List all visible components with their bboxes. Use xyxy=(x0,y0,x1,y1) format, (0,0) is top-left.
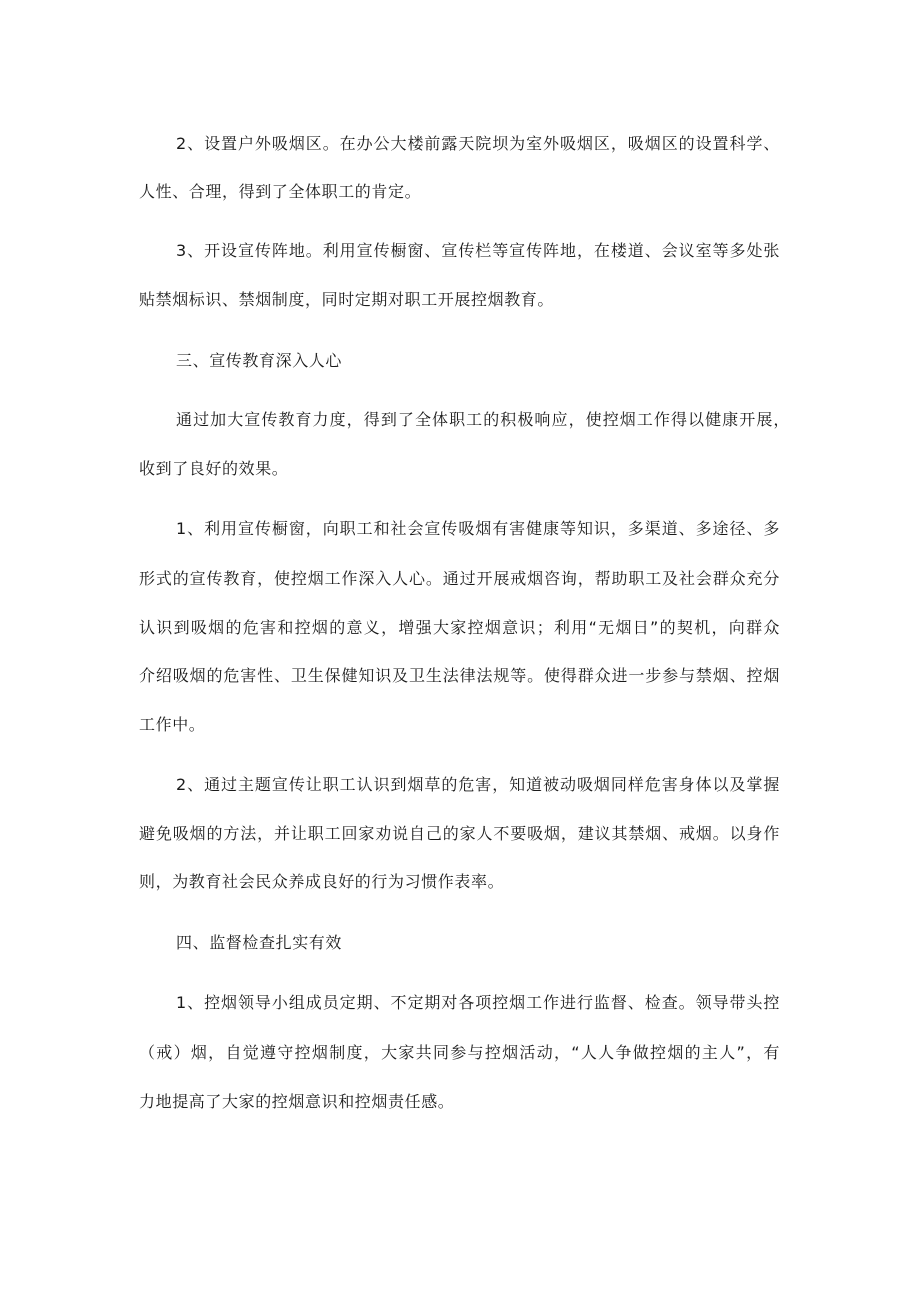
text-line: 2、设置户外吸烟区。在办公大楼前露天院坝为室外吸烟区，吸烟区的设置科学、 xyxy=(176,134,780,153)
text-line: 贴禁烟标识、禁烟制度，同时定期对职工开展控烟教育。 xyxy=(139,290,555,309)
text-line: 1、利用宣传橱窗，向职工和社会宣传吸烟有害健康等知识，多渠道、多途径、多 xyxy=(176,519,780,538)
text-line: 3、开设宣传阵地。利用宣传橱窗、宣传栏等宣传阵地，在楼道、会议室等多处张 xyxy=(176,241,780,260)
text-line: （戒）烟，自觉遵守控烟制度，大家共同参与控烟活动，“人人争做控烟的主人”，有 xyxy=(139,1043,780,1062)
section-heading-4: 四、监督检查扎实有效 xyxy=(176,933,343,952)
text-line: 介绍吸烟的危害性、卫生保健知识及卫生法律法规等。使得群众进一步参与禁烟、控烟 xyxy=(139,666,780,685)
text-line: 认识到吸烟的危害和控烟的意义，增强大家控烟意识；利用“无烟日”的契机，向群众 xyxy=(139,618,780,637)
text-line: 形式的宣传教育，使控烟工作深入人心。通过开展戒烟咨询，帮助职工及社会群众充分 xyxy=(139,569,780,588)
text-line: 避免吸烟的方法，并让职工回家劝说自己的家人不要吸烟，建议其禁烟、戒烟。以身作 xyxy=(139,824,780,843)
text-line: 2、通过主题宣传让职工认识到烟草的危害，知道被动吸烟同样危害身体以及掌握 xyxy=(176,775,780,794)
text-line: 收到了良好的效果。 xyxy=(139,459,289,478)
section-heading-3: 三、宣传教育深入人心 xyxy=(176,351,343,370)
text-line: 1、控烟领导小组成员定期、不定期对各项控烟工作进行监督、检查。领导带头控 xyxy=(176,993,780,1012)
text-line: 力地提高了大家的控烟意识和控烟责任感。 xyxy=(139,1092,455,1111)
text-line: 人性、合理，得到了全体职工的肯定。 xyxy=(139,182,422,201)
text-line: 工作中。 xyxy=(139,715,206,734)
text-line: 则，为教育社会民众养成良好的行为习惯作表率。 xyxy=(139,872,505,891)
text-line: 通过加大宣传教育力度，得到了全体职工的积极响应，使控烟工作得以健康开展， xyxy=(176,410,790,429)
